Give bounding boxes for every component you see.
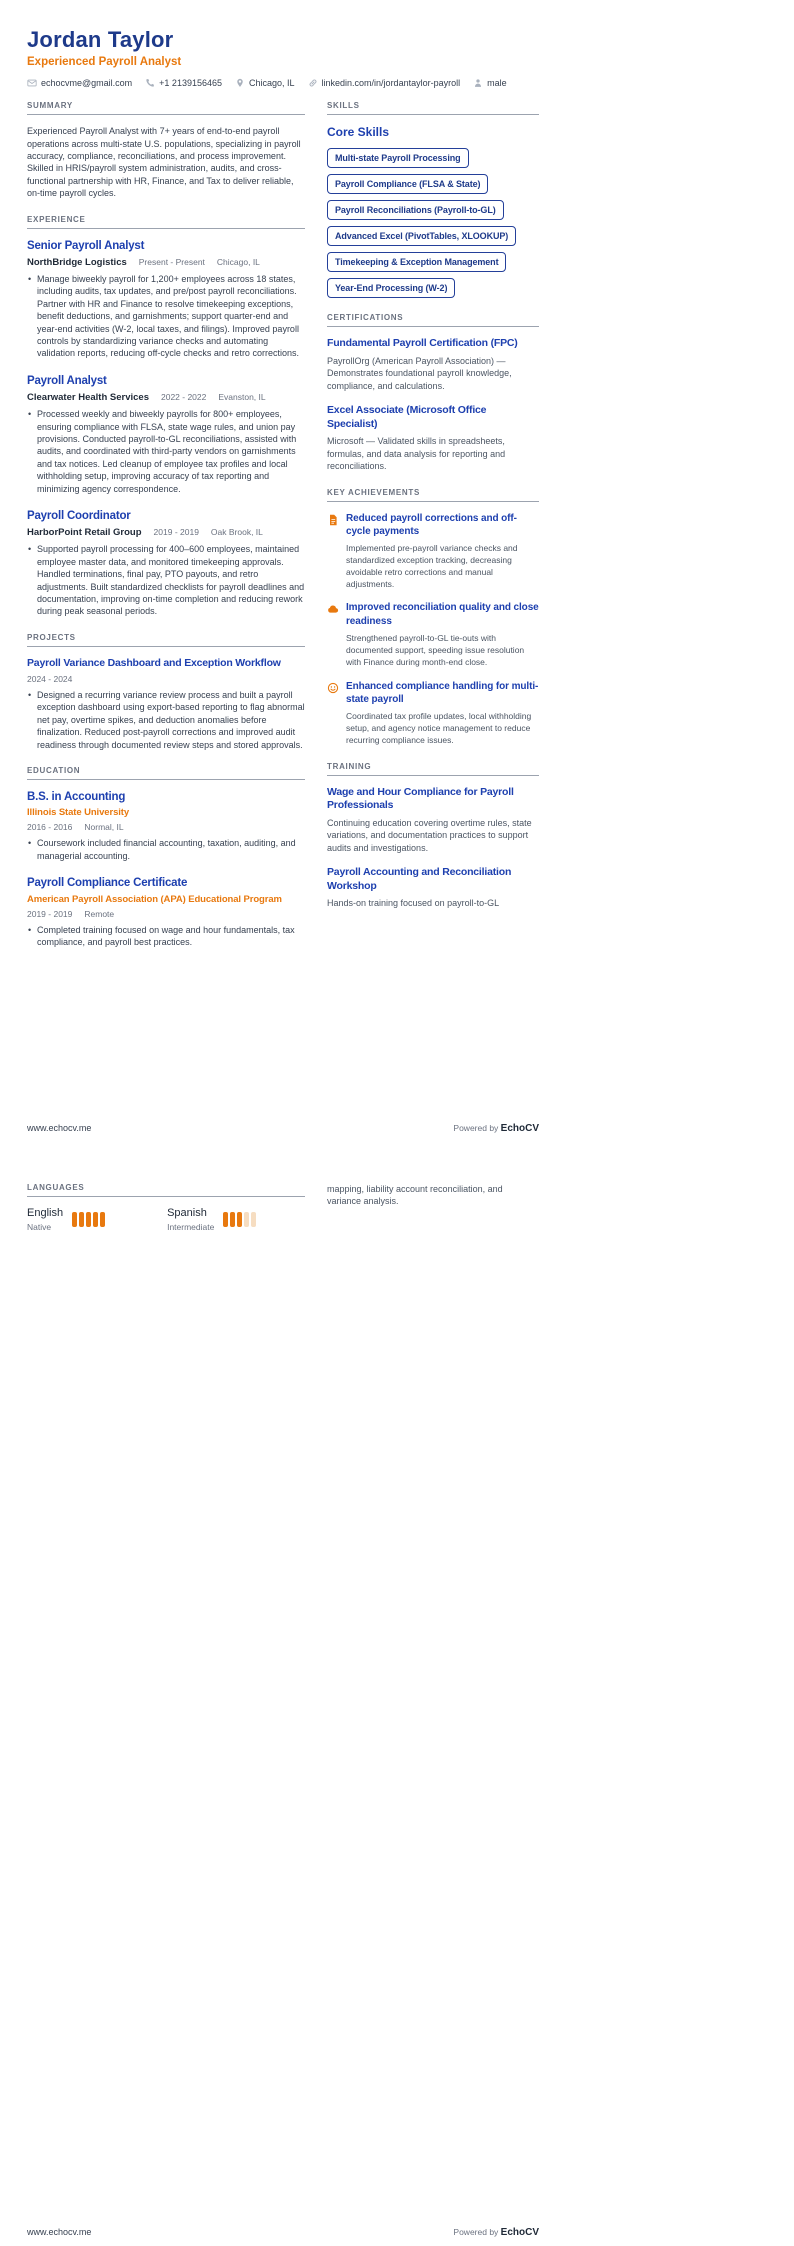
experience-section-label: EXPERIENCE: [27, 215, 305, 229]
languages-section: [27, 1183, 305, 1232]
job-description: • Supported payroll processing for 400–600 employees, maintained employee master data, and monitored timekeeping approvals. Handled terminations, final pay, PTO payouts, and retro adjustments. Built standardized checklists for payroll deadlines and documentation, improving on-time completion and reducing rework during peak seasonal periods.: [27, 543, 305, 617]
skill-pill: Payroll Compliance (FLSA & State): [327, 174, 488, 194]
key-achievements-section: [327, 488, 539, 747]
job-title-heading: Senior Payroll Analyst: [27, 239, 145, 252]
document-icon: [327, 514, 339, 526]
achievement-title: Improved reconciliation quality and close readiness: [346, 602, 539, 627]
level-bar: [223, 1212, 228, 1227]
achievement-title: Enhanced compliance handling for multi-state payroll: [346, 680, 539, 705]
achievement-body: [346, 680, 539, 747]
achievement-body: [346, 601, 539, 668]
footer-site-link[interactable]: www.echocv.me: [27, 1123, 92, 1133]
degree-title: B.S. in Accounting: [27, 791, 126, 804]
echocv-brand: EchoCV: [500, 1123, 539, 1134]
achievement-item: [327, 601, 539, 668]
job-location: Oak Brook, IL: [210, 527, 263, 538]
training-section-label: TRAINING: [327, 762, 539, 776]
education-description: • Completed training focused on wage and hour fundamentals, tax compliance, and payroll best practices.: [27, 924, 305, 949]
powered-by: [453, 1123, 539, 1134]
project-description: • Designed a recurring variance review process and built a payroll exception dashboard using export-based reporting to flag abnormal net pay, overtime spikes, and deduction anomalies before finalization. Reduced post-payroll corrections and improved audit readiness through documented review steps and stored approvals.: [27, 689, 305, 751]
school-name: Illinois State University: [27, 807, 130, 819]
level-bar: [86, 1212, 91, 1227]
level-bar: [237, 1212, 242, 1227]
certification-description: PayrollOrg (American Payroll Association) — Demonstrates foundational payroll knowledge, compliance, and calculations.: [327, 355, 512, 391]
skill-pill: Multi-state Payroll Processing: [327, 148, 469, 168]
education-meta: [27, 822, 305, 832]
language-level-bars: [72, 1212, 105, 1227]
experience-item: [27, 509, 305, 618]
job-meta: [27, 527, 305, 538]
achievement-body: [346, 512, 539, 591]
summary-text: Experienced Payroll Analyst with 7+ years of end-to-end payroll operations across multi-state U.S. populations, specializing in payroll accuracy, compliance, reconciliations, and process improvement. Skilled in HRIS/payroll system administration, audits, and cross-functional partnership with HR, Finance, and Tax to deliver reliable, on-time payroll cycles.: [27, 126, 301, 199]
experience-section: [27, 215, 305, 618]
education-dates: 2016 - 2016: [27, 822, 73, 833]
education-dates: 2019 - 2019: [27, 908, 73, 919]
language-name: English: [27, 1207, 64, 1219]
summary-section-label: SUMMARY: [27, 101, 305, 115]
phone-icon: [145, 78, 155, 88]
languages-list: [27, 1207, 305, 1232]
echocv-brand: EchoCV: [500, 2227, 539, 2238]
education-section-label: EDUCATION: [27, 766, 305, 780]
project-meta: [27, 674, 305, 684]
left-column: [27, 1183, 305, 1232]
skill-pill: Advanced Excel (PivotTables, XLOOKUP): [327, 226, 516, 246]
language-text: [167, 1207, 214, 1232]
contact-phone[interactable]: [145, 78, 222, 88]
skill-pill: Year-End Processing (W-2): [327, 278, 455, 298]
company-name: NorthBridge Logistics: [27, 257, 127, 268]
page-footer: [27, 2227, 539, 2238]
experience-item: [27, 374, 305, 495]
training-continuation: mapping, liability account reconciliation, and variance analysis.: [327, 1184, 503, 1207]
certification-item: [327, 337, 539, 392]
contact-location: [235, 78, 295, 88]
level-bar: [230, 1212, 235, 1227]
degree-title: Payroll Compliance Certificate: [27, 877, 188, 890]
summary-section: [27, 101, 305, 199]
language-level-bars: [223, 1212, 256, 1227]
job-dates: Present - Present: [138, 257, 205, 267]
training-item: [327, 786, 539, 855]
training-item: [327, 866, 539, 910]
footer-site-link[interactable]: www.echocv.me: [27, 2227, 92, 2237]
right-column: [327, 101, 539, 910]
two-column-layout: [27, 101, 539, 948]
company-name: Clearwater Health Services: [27, 392, 149, 404]
resume-header: [27, 28, 539, 88]
achievement-description: Implemented pre-payroll variance checks and standardized exception tracking, decreasing avoidable retro corrections and manual adjustments.: [346, 542, 518, 589]
level-bar: [100, 1212, 105, 1227]
job-description: • Manage biweekly payroll for 1,200+ employees across 18 states, including audits, tax updates, and pre/post payroll reconciliations. Partner with HR and Finance to resolve timekeeping exceptions, benefit deductions, and garnishments; support quarter-end and year-end activities (W-2, local taxes, and filings). Improved payroll controls by standardizing variance checks and automating validation reports, reducing off-cycle checks and retro corrections.: [27, 273, 305, 360]
skill-pill: Payroll Reconciliations (Payroll-to-GL): [327, 200, 504, 220]
two-column-layout: [27, 1183, 539, 1232]
level-bar: [79, 1212, 84, 1227]
achievement-item: [327, 512, 539, 591]
language-text: [27, 1207, 63, 1232]
contact-linkedin[interactable]: [308, 78, 461, 88]
certifications-section-label: CERTIFICATIONS: [327, 313, 539, 327]
page-footer: [27, 1123, 539, 1134]
job-dates: 2019 - 2019: [153, 527, 199, 538]
level-bar: [251, 1212, 256, 1227]
skills-section: [327, 101, 539, 298]
cloud-icon: [327, 603, 339, 615]
job-location: Chicago, IL: [216, 257, 260, 267]
candidate-job-title: Experienced Payroll Analyst: [27, 56, 182, 69]
certification-item: [327, 404, 539, 473]
candidate-name: Jordan Taylor: [27, 27, 174, 52]
education-item: [27, 876, 305, 948]
achievement-icon-wrap: [327, 512, 340, 591]
achievement-icon-wrap: [327, 601, 340, 668]
achievement-icon-wrap: [327, 680, 340, 747]
education-location: Normal, IL: [84, 822, 124, 833]
email-icon: [27, 78, 37, 88]
language-item: [27, 1207, 105, 1232]
contact-phone-text: +1 2139156465: [159, 78, 222, 89]
certification-description: Microsoft — Validated skills in spreadsheets, formulas, and data analysis for reporting and reconciliations.: [327, 436, 506, 472]
right-column: [327, 1183, 539, 1208]
projects-section-label: PROJECTS: [27, 633, 305, 647]
level-bar: [244, 1212, 249, 1227]
skills-group-title: Core Skills: [327, 125, 390, 140]
achievement-title: Reduced payroll corrections and off-cycle payments: [346, 512, 517, 537]
job-meta: [27, 392, 305, 403]
page-content: [27, 1183, 539, 1232]
job-description: • Processed weekly and biweekly payrolls for 800+ employees, ensuring compliance with FLSA, state wage rules, and union pay provisions. Conducted payroll-to-GL reconciliations, assisted with audits, and coordinated with third-party vendors on garnishments and tax notices. Led cleanup of employee tax profiles and local withholding setup, improving accuracy of tax reporting and minimizing agency correspondence.: [27, 408, 305, 495]
contact-row: [27, 78, 539, 88]
level-bar: [93, 1212, 98, 1227]
project-dates: 2024 - 2024: [27, 674, 73, 684]
certification-title: Excel Associate (Microsoft Office Specialist): [327, 404, 487, 430]
location-pin-icon: [235, 78, 245, 88]
skill-pill: Timekeeping & Exception Management: [327, 252, 506, 272]
training-section: [327, 762, 539, 910]
certification-title: Fundamental Payroll Certification (FPC): [327, 337, 518, 350]
language-item: [167, 1207, 256, 1232]
skills-section-label: SKILLS: [327, 101, 539, 115]
left-column: [27, 101, 305, 948]
languages-section-label: LANGUAGES: [27, 1183, 305, 1197]
page-content: [27, 28, 539, 948]
level-bar: [72, 1212, 77, 1227]
project-item: [27, 657, 305, 751]
language-level: Intermediate: [167, 1222, 215, 1232]
contact-email-text: echocvme@gmail.com: [41, 78, 133, 89]
job-meta: [27, 257, 305, 268]
achievement-description: Coordinated tax profile updates, local withholding setup, and agency notice management to reduce recurring compliance issues.: [346, 710, 532, 745]
school-name: American Payroll Association (APA) Educational Program: [27, 893, 282, 905]
training-title: Wage and Hour Compliance for Payroll Professionals: [327, 785, 514, 812]
link-icon: [308, 78, 318, 88]
contact-email[interactable]: [27, 78, 132, 88]
project-title: Payroll Variance Dashboard and Exception Workflow: [27, 656, 281, 669]
powered-by: [453, 2227, 539, 2238]
powered-prefix: Powered by: [453, 2227, 501, 2237]
job-dates: 2022 - 2022: [160, 392, 207, 403]
smiley-icon: [327, 682, 339, 694]
person-icon: [473, 78, 483, 88]
contact-gender-text: male: [487, 78, 507, 89]
education-meta: [27, 909, 305, 919]
job-title-heading: Payroll Analyst: [27, 374, 107, 387]
job-title-heading: Payroll Coordinator: [27, 510, 131, 523]
training-description: Continuing education covering overtime rules, state variations, and documentation practices to support audits and investigations.: [327, 817, 532, 853]
projects-section: [27, 633, 305, 751]
training-description: Hands-on training focused on payroll-to-GL: [327, 898, 500, 909]
job-location: Evanston, IL: [218, 392, 266, 403]
achievement-description: Strengthened payroll-to-GL tie-outs with documented support, speeding issue resolution with Finance during month-end close.: [346, 632, 525, 667]
language-level: Native: [27, 1222, 52, 1232]
achievement-item: [327, 680, 539, 747]
language-name: Spanish: [167, 1207, 207, 1219]
education-description: • Coursework included financial accounting, taxation, auditing, and managerial accounting.: [27, 837, 305, 862]
resume-page-2: [0, 1140, 794, 2246]
training-title: Payroll Accounting and Reconciliation Workshop: [327, 866, 512, 892]
powered-prefix: Powered by: [453, 1123, 501, 1133]
education-item: [27, 790, 305, 862]
education-section: [27, 766, 305, 948]
key-achievements-section-label: KEY ACHIEVEMENTS: [327, 488, 539, 502]
contact-gender: [473, 78, 507, 88]
contact-linkedin-text: linkedin.com/in/jordantaylor-payroll: [321, 78, 461, 89]
contact-location-text: Chicago, IL: [249, 78, 295, 89]
experience-item: [27, 239, 305, 360]
company-name: HarborPoint Retail Group: [27, 527, 142, 539]
education-location: Remote: [84, 908, 115, 919]
certifications-section: [327, 313, 539, 472]
